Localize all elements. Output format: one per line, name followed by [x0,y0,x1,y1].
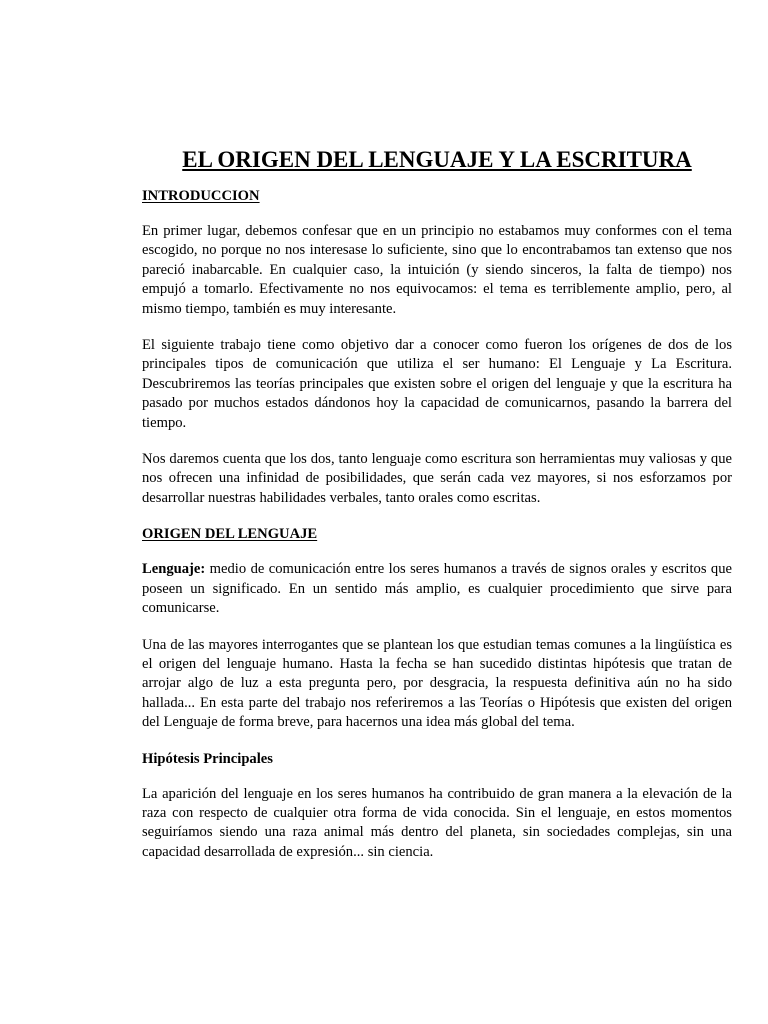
section-heading-origen-del-lenguaje: ORIGEN DEL LENGUAJE [142,526,318,543]
paragraph: El siguiente trabajo tiene como objetivo dar a conocer como fueron los orígenes de dos de los principales tipos de comunicación que utiliza el ser humano: El Lenguaje y La Escritura. Descubriremos las teorías principales que existen sobre el origen del lenguaje y que la escritura ha pasado por muchos estados dándonos hoy la capacidad de comunicarnos, pasando la barrera del tiempo. [142,337,732,431]
document-body [142,145,732,879]
paragraph: Nos daremos cuenta que los dos, tanto lenguaje como escritura son herramientas muy valiosas y que nos ofrecen una infinidad de posibilidades, que serán cada vez mayores, si nos esforzamos por desarrollar nuestras habilidades verbales, tanto orales como escritas. [142,451,732,506]
definition-text: medio de comunicación entre los seres humanos a través de signos orales y escritos que poseen un significado. En un sentido más amplio, es cualquier procedimiento que sirve para comunicarse. [142,561,732,617]
sub-heading-hipotesis-principales: Hipótesis Principales [142,750,273,767]
section-introduccion [142,187,732,508]
section-heading-introduccion: INTRODUCCION [142,188,260,204]
paragraph: En primer lugar, debemos confesar que en un principio no estabamos muy conformes con el tema escogido, no porque no nos interesase lo suficiente, sino que lo encontrabamos tan extenso que nos pareció inabarcable. En cualquier caso, la intuición (y siendo sinceros, la falta de tiempo) nos empujó a tomarlo. Efectivamente no nos equivocamos: el tema es terriblemente amplio, pero, al mismo tiempo, también es muy interesante. [142,223,732,317]
definition-paragraph [142,560,732,618]
paragraph: La aparición del lenguaje en los seres humanos ha contribuido de gran manera a la elevación de la raza con respecto de cualquier otra forma de vida conocida. Sin el lenguaje, en estos momentos seguiríamos siendo una raza animal más dentro del planeta, sin sociedades complejas, sin una capacidad desarrollada de expresión... sin ciencia. [142,785,732,860]
definition-term: Lenguaje: [142,561,206,578]
section-hipotesis-principales [142,750,732,863]
document-title: EL ORIGEN DEL LENGUAJE Y LA ESCRITURA [182,147,692,172]
section-origen-del-lenguaje [142,525,732,732]
paragraph: Una de las mayores interrogantes que se plantean los que estudian temas comunes a la lingüística es el origen del lenguaje humano. Hasta la fecha se han sucedido distintas hipótesis que tratan de arrojar algo de luz a esta pregunta pero, por desgracia, la respuesta definitiva aún no ha sido hallada... En esta parte del trabajo nos referiremos a las Teorías o Hipótesis que existen del origen del Lenguaje de forma breve, para hacernos una idea más global del tema. [142,636,732,731]
